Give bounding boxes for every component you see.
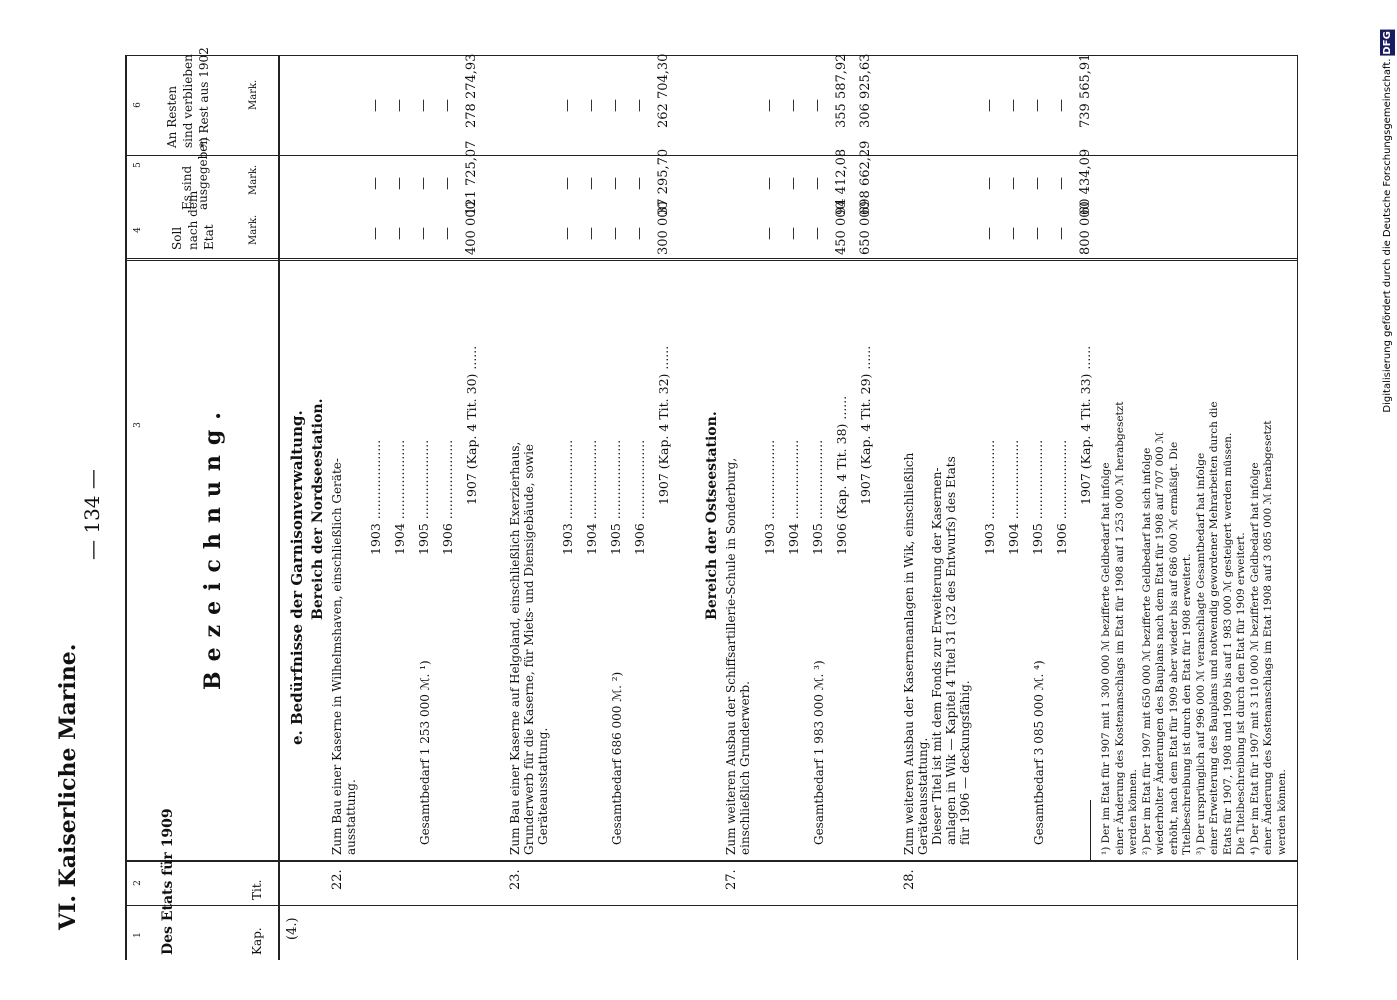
etat-heading: Des Etats für 1909 xyxy=(160,808,176,955)
section-title: Bereich der Nordseestation. xyxy=(310,398,326,620)
year-rest: — xyxy=(810,99,825,112)
year-aus: 121 725,07 xyxy=(464,140,479,215)
col-rule-kap xyxy=(125,905,1298,906)
col-rule-mid xyxy=(125,258,1298,259)
footnote-line: einer Änderung des Kostenanschlags im Etat 1908 auf 3 085 000 ℳ herabgesetzt xyxy=(1262,420,1274,855)
year-aus: — xyxy=(392,177,407,190)
year-rest: — xyxy=(786,99,801,112)
year-aus: — xyxy=(416,177,431,190)
aus-heading: Es sind xyxy=(180,165,194,210)
entry-line: Geräteausstattung. xyxy=(536,727,550,845)
footnote-line: Titelbeschreibung ist durch den Etat für 1908 erweitert. xyxy=(1181,553,1193,855)
entry-line: Zum Bau einer Kaserne in Wilhelmshaven, einschließlich Geräte- xyxy=(330,458,344,855)
year-label: 1903 .................... xyxy=(982,439,997,555)
year-aus: — xyxy=(1030,177,1045,190)
footnote-line: erhöht, nach dem Etat für 1909 aber wieder bis auf 686 000 ℳ ermäßigt. Die xyxy=(1167,441,1180,855)
rest-heading: sind verblieben xyxy=(181,54,195,148)
col-number: 4 xyxy=(132,227,143,233)
year-soll: — xyxy=(786,227,801,240)
year-rest: — xyxy=(1054,99,1069,112)
year-soll: — xyxy=(368,227,383,240)
year-rest: — xyxy=(416,99,431,112)
year-label: 1905 .................... xyxy=(1030,439,1045,555)
year-label: 1905 .................... xyxy=(608,439,623,555)
year-soll: — xyxy=(632,227,647,240)
year-aus: — xyxy=(810,177,825,190)
rest-heading: *) Rest aus 1902 xyxy=(197,47,211,148)
year-aus: — xyxy=(560,177,575,190)
footnote-line: ¹) Der im Etat für 1907 mit 1 300 000 ℳ bezifferte Geldbedarf hat infolge xyxy=(1100,462,1112,855)
year-rest: 262 704,30 xyxy=(656,53,671,128)
unit-soll: Mark. xyxy=(248,214,259,245)
col-rule-aus xyxy=(125,55,1298,56)
year-label: 1905 .................... xyxy=(416,439,431,555)
year-soll: — xyxy=(982,227,997,240)
year-label: 1903 .................... xyxy=(560,439,575,555)
year-aus: — xyxy=(786,177,801,190)
year-label: 1906 .................... xyxy=(1054,439,1069,555)
year-label: 1907 (Kap. 4 Tit. 29) ...... xyxy=(858,345,873,505)
year-aus: 37 295,70 xyxy=(656,148,671,215)
soll-heading: Etat xyxy=(202,224,216,250)
year-aus: — xyxy=(982,177,997,190)
year-rest: — xyxy=(368,99,383,112)
rest-heading: An Resten xyxy=(165,85,179,148)
year-label: 1907 (Kap. 4 Tit. 32) ...... xyxy=(656,345,671,505)
year-aus: — xyxy=(584,177,599,190)
table-frame-bottom xyxy=(1297,55,1298,960)
dfg-note-text: Digitalisierung gefördert durch die Deutsche Forschungsgemeinschaft. xyxy=(1382,58,1393,413)
col-number: 2 xyxy=(132,880,143,886)
unit-rest: Mark. xyxy=(248,79,259,110)
year-rest: — xyxy=(392,99,407,112)
entry-gesamt: Gesamtbedarf 686 000 ℳ. ²) xyxy=(610,671,624,845)
year-label: 1907 (Kap. 4 Tit. 30) ...... xyxy=(464,345,479,505)
year-label: 1906 .................... xyxy=(440,439,455,555)
year-soll: 800 000 xyxy=(1078,201,1093,255)
entry-tit: 28. xyxy=(902,869,917,890)
year-rest: 355 587,92 xyxy=(834,53,849,128)
entry-line: ausstattung. xyxy=(344,779,358,855)
year-soll: — xyxy=(608,227,623,240)
bezeichnung-heading: Bezeichnung. xyxy=(200,402,226,690)
entry-line: für 1906 — deckungsfähig. xyxy=(958,680,972,845)
year-soll: 650 000 xyxy=(858,201,873,255)
year-soll: — xyxy=(1006,227,1021,240)
entry-tit: 23. xyxy=(508,869,523,890)
entry-line: Grunderwerb für die Kaserne, für Miets- und Diensigebäude, sowie xyxy=(522,443,536,855)
year-label: 1907 (Kap. 4 Tit. 33) ...... xyxy=(1078,345,1093,505)
entry-line: Zum weiteren Ausbau der Schiffsartillerie-Schule in Sonderburg, xyxy=(724,457,738,855)
year-soll: — xyxy=(1030,227,1045,240)
kap-value: (4.) xyxy=(285,917,300,940)
page-number: — 134 — xyxy=(80,469,104,560)
year-aus: — xyxy=(608,177,623,190)
year-soll: 300 000 xyxy=(656,201,671,255)
year-aus: — xyxy=(632,177,647,190)
year-rest: — xyxy=(560,99,575,112)
footnote-line: werden können. xyxy=(1127,769,1139,855)
footnote-line: Etats für 1907, 1908 und 1909 bis auf 1 983 000 ℳ gesteigert werden müssen. xyxy=(1221,432,1234,855)
chapter-header: VI. Kaiserliche Marine. xyxy=(55,643,81,930)
year-label: 1906 .................... xyxy=(632,439,647,555)
row-header-rule xyxy=(278,55,280,960)
footnote-line: ²) Der im Etat für 1907 mit 650 000 ℳ bezifferte Geldbedarf hat sich infolge xyxy=(1140,447,1153,855)
year-aus: — xyxy=(1054,177,1069,190)
year-soll: — xyxy=(440,227,455,240)
footnote-rule xyxy=(1090,800,1091,860)
year-label: 1904 .................... xyxy=(786,439,801,555)
year-rest: — xyxy=(632,99,647,112)
year-aus: — xyxy=(1006,177,1021,190)
footnote-line: ⁴) Der im Etat für 1907 mit 3 110 000 ℳ bezifferte Geldbedarf hat infolge xyxy=(1248,462,1261,855)
col-number: 5 xyxy=(132,162,143,168)
soll-heading: nach dem xyxy=(186,190,200,250)
year-label: 1903 .................... xyxy=(762,439,777,555)
year-soll: — xyxy=(392,227,407,240)
col-number: 1 xyxy=(132,932,143,938)
year-soll: — xyxy=(584,227,599,240)
year-aus: 60 434,09 xyxy=(1078,148,1093,215)
year-rest: — xyxy=(608,99,623,112)
year-rest: — xyxy=(762,99,777,112)
year-label: 1904 .................... xyxy=(392,439,407,555)
entry-line: Zum Bau einer Kaserne auf Helgoland, einschließlich Exerzierhaus, xyxy=(508,441,522,855)
year-rest: — xyxy=(1030,99,1045,112)
footnote-line: werden können. xyxy=(1275,769,1288,855)
year-aus: 94 412,08 xyxy=(834,148,849,215)
col-rule-tit xyxy=(125,860,1298,862)
year-label: 1904 .................... xyxy=(584,439,599,555)
year-soll: 450 000 xyxy=(834,201,849,255)
entry-gesamt: Gesamtbedarf 3 085 000 ℳ. ⁴) xyxy=(1032,660,1046,845)
footnote-line: wiederholter Änderungen des Bauplans nach dem Etat für 1908 auf 707 000 ℳ xyxy=(1154,431,1166,855)
year-label: 1904 .................... xyxy=(1006,439,1021,555)
footnote-line: einer Erweiterung des Bauplans und notwendig gewordener Mehrarbeiten durch die xyxy=(1208,401,1220,855)
year-soll: — xyxy=(810,227,825,240)
kap-label: Kap. xyxy=(250,927,264,955)
entry-tit: 27. xyxy=(724,869,739,890)
section-title: Bereich der Ostseestation. xyxy=(704,411,720,620)
year-aus: 698 662,29 xyxy=(858,140,873,215)
year-soll: — xyxy=(1054,227,1069,240)
section-heading: e. Bedürfnisse der Garnisonverwaltung. xyxy=(288,410,306,745)
col-rule-bez xyxy=(125,260,1298,261)
year-aus: — xyxy=(368,177,383,190)
entry-gesamt: Gesamtbedarf 1 983 000 ℳ. ³) xyxy=(812,660,826,845)
dfg-note xyxy=(1380,30,1392,413)
dfg-logo: DFG xyxy=(1382,31,1393,55)
table-frame-top xyxy=(125,55,127,960)
col-number: 3 xyxy=(132,422,143,428)
unit-aus: Mark. xyxy=(248,164,259,195)
entry-line: Geräteausstattung. xyxy=(916,737,930,855)
entry-line: einschließlich Grunderwerb. xyxy=(738,681,752,855)
year-rest: 739 565,91 xyxy=(1078,53,1093,128)
footnote-line: ³) Der ursprünglich auf 996 000 ℳ veranschlagte Gesamtbedarf hat infolge xyxy=(1194,452,1207,855)
entry-line: Zum weiteren Ausbau der Kasernenanlagen in Wik, einschließlich xyxy=(902,452,916,855)
year-rest: 306 925,63 xyxy=(858,53,873,128)
soll-heading: Soll xyxy=(170,226,184,250)
year-rest: 278 274,93 xyxy=(464,53,479,128)
year-soll: 400 000 xyxy=(464,201,479,255)
entry-line: anlagen in Wik — Kapitel 4 Titel 31 (32 des Entwurfs) des Etats xyxy=(944,456,958,845)
entry-gesamt: Gesamtbedarf 1 253 000 ℳ. ¹) xyxy=(418,660,432,845)
footnote-line: Die Titelbeschreibung ist durch den Etat für 1909 erweitert. xyxy=(1235,532,1247,855)
year-label: 1903 .................... xyxy=(368,439,383,555)
year-soll: — xyxy=(762,227,777,240)
year-label: 1905 .................... xyxy=(810,439,825,555)
year-rest: — xyxy=(440,99,455,112)
year-rest: — xyxy=(1006,99,1021,112)
year-soll: — xyxy=(416,227,431,240)
entry-tit: 22. xyxy=(330,869,345,890)
tit-label: Tit. xyxy=(250,879,264,900)
footnote-line: einer Änderung des Kostenanschlags im Etat für 1908 auf 1 253 000 ℳ herabgesetzt xyxy=(1113,401,1126,855)
col-number: 6 xyxy=(132,102,143,108)
year-rest: — xyxy=(982,99,997,112)
year-aus: — xyxy=(762,177,777,190)
aus-heading: ausgegeben xyxy=(196,136,210,210)
year-aus: — xyxy=(440,177,455,190)
col-rule-soll xyxy=(125,155,1298,156)
entry-line: Dieser Titel ist mit dem Fonds zur Erweiterung der Kasernen- xyxy=(930,467,944,845)
year-rest: — xyxy=(584,99,599,112)
year-soll: — xyxy=(560,227,575,240)
year-label: 1906 (Kap. 4 Tit. 38) ...... xyxy=(834,395,849,555)
